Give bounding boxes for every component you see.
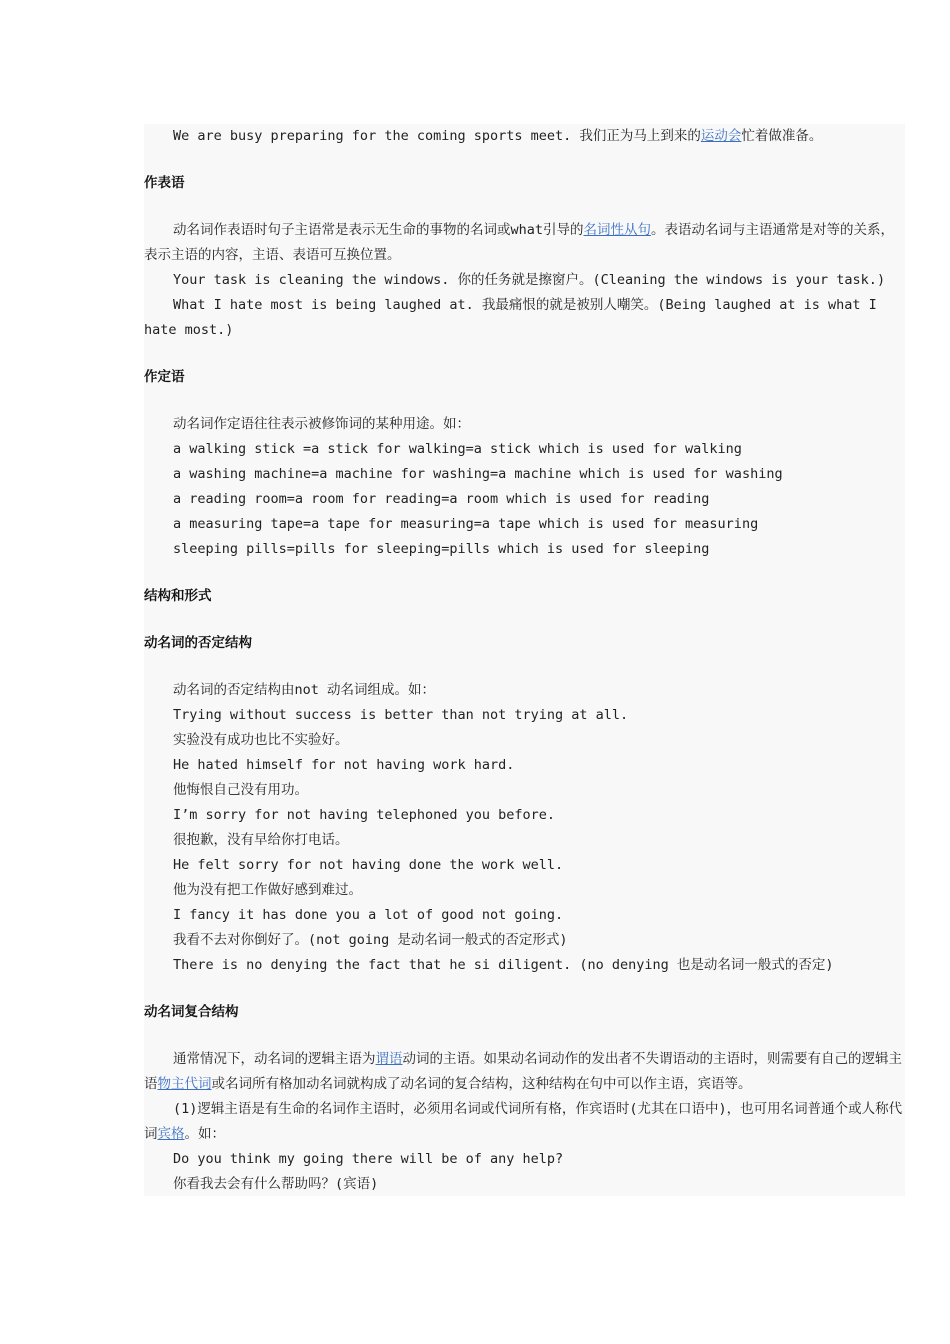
example-line: 动名词的否定结构由not 动名词组成。如： [173,682,436,698]
text: 通常情况下，动名词的逻辑主语为 [173,1051,376,1067]
text: We are busy preparing for the coming sports meet. 我们正为马上到来的 [173,128,701,144]
link-predicate[interactable]: 谓语 [375,1051,403,1067]
link-noun-clause[interactable]: 名词性从句 [583,222,652,238]
example-line: There is no denying the fact that he si diligent. (no denying 也是动名词一般式的否定) [173,957,834,973]
example-line: What I hate most is being laughed at. 我最痛恨的就是被别人嘲笑。(Being laughed at is what I hate most.) [144,297,877,338]
example-line: He hated himself for not having work hard. [173,757,515,773]
example-line: a washing machine=a machine for washing=a machine which is used for washing [173,466,783,482]
heading-negative: 动名词的否定结构 [144,635,252,651]
example-line: a measuring tape=a tape for measuring=a tape which is used for measuring [173,516,759,532]
sentence-sports-meet [173,124,822,149]
paragraph-compound [144,1047,905,1097]
link-possessive-pronoun[interactable]: 物主代词 [157,1076,212,1092]
example-line: a walking stick =a stick for walking=a stick which is used for walking [173,441,742,457]
example-line: 我看不去对你倒好了。(not going 是动名词一般式的否定形式) [173,932,568,948]
example-line: a reading room=a room for reading=a room which is used for reading [173,491,710,507]
heading-compound: 动名词复合结构 [144,1004,239,1020]
example-line: Trying without success is better than not trying at all. [173,707,629,723]
paragraph-logical-subject [144,1097,905,1147]
example-line: sleeping pills=pills for sleeping=pills which is used for sleeping [173,541,710,557]
example-line: I fancy it has done you a lot of good not going. [173,907,564,923]
text: (1)逻辑主语是有生命的名词作主语时，必须用名词或代词所有格，作宾语时(尤其在口语中)，也可用名词普通个或人称代词 [144,1101,903,1142]
example-line: He felt sorry for not having done the work well. [173,857,564,873]
example-line: 实验没有成功也比不实验好。 [173,732,349,748]
example-line: 很抱歉，没有早给你打电话。 [173,832,349,848]
link-objective-case[interactable]: 宾格 [157,1126,185,1142]
text: 动词的主语。如果动名词动作的发出者不失谓语动的主语时，则需要有自己的逻辑主语 [144,1051,902,1092]
example-line: I’m sorry for not having telephoned you before. [173,807,556,823]
example-line: Your task is cleaning the windows. 你的任务就是擦窗户。(Cleaning the windows is your task.) [173,272,886,288]
example-line: 你看我去会有什么帮助吗？(宾语) [173,1176,379,1192]
document-body [144,124,905,1196]
text: 忙着做准备。 [741,128,823,144]
text: 。表语动名词与主语通常是对等的关系，表示主语的内容，主语、表语可互换位置。 [144,222,895,263]
text: 。如： [184,1126,225,1142]
text: 或名词所有格加动名词就构成了动名词的复合结构，这种结构在句中可以作主语，宾语等。 [211,1076,752,1092]
heading-predicative: 作表语 [144,175,185,191]
example-line: Do you think my going there will be of any help? [173,1151,564,1167]
heading-structure: 结构和形式 [144,588,212,604]
link-sports-meet[interactable]: 运动会 [700,128,742,144]
paragraph-predicative [144,218,905,268]
example-line: 他悔恨自己没有用功。 [173,782,308,798]
example-line: 他为没有把工作做好感到难过。 [173,882,362,898]
paragraph-attributive: 动名词作定语往往表示被修饰词的某种用途。如： [173,416,470,432]
heading-attributive: 作定语 [144,369,185,385]
text: 动名词作表语时句子主语常是表示无生命的事物的名词或what引导的 [173,222,584,238]
